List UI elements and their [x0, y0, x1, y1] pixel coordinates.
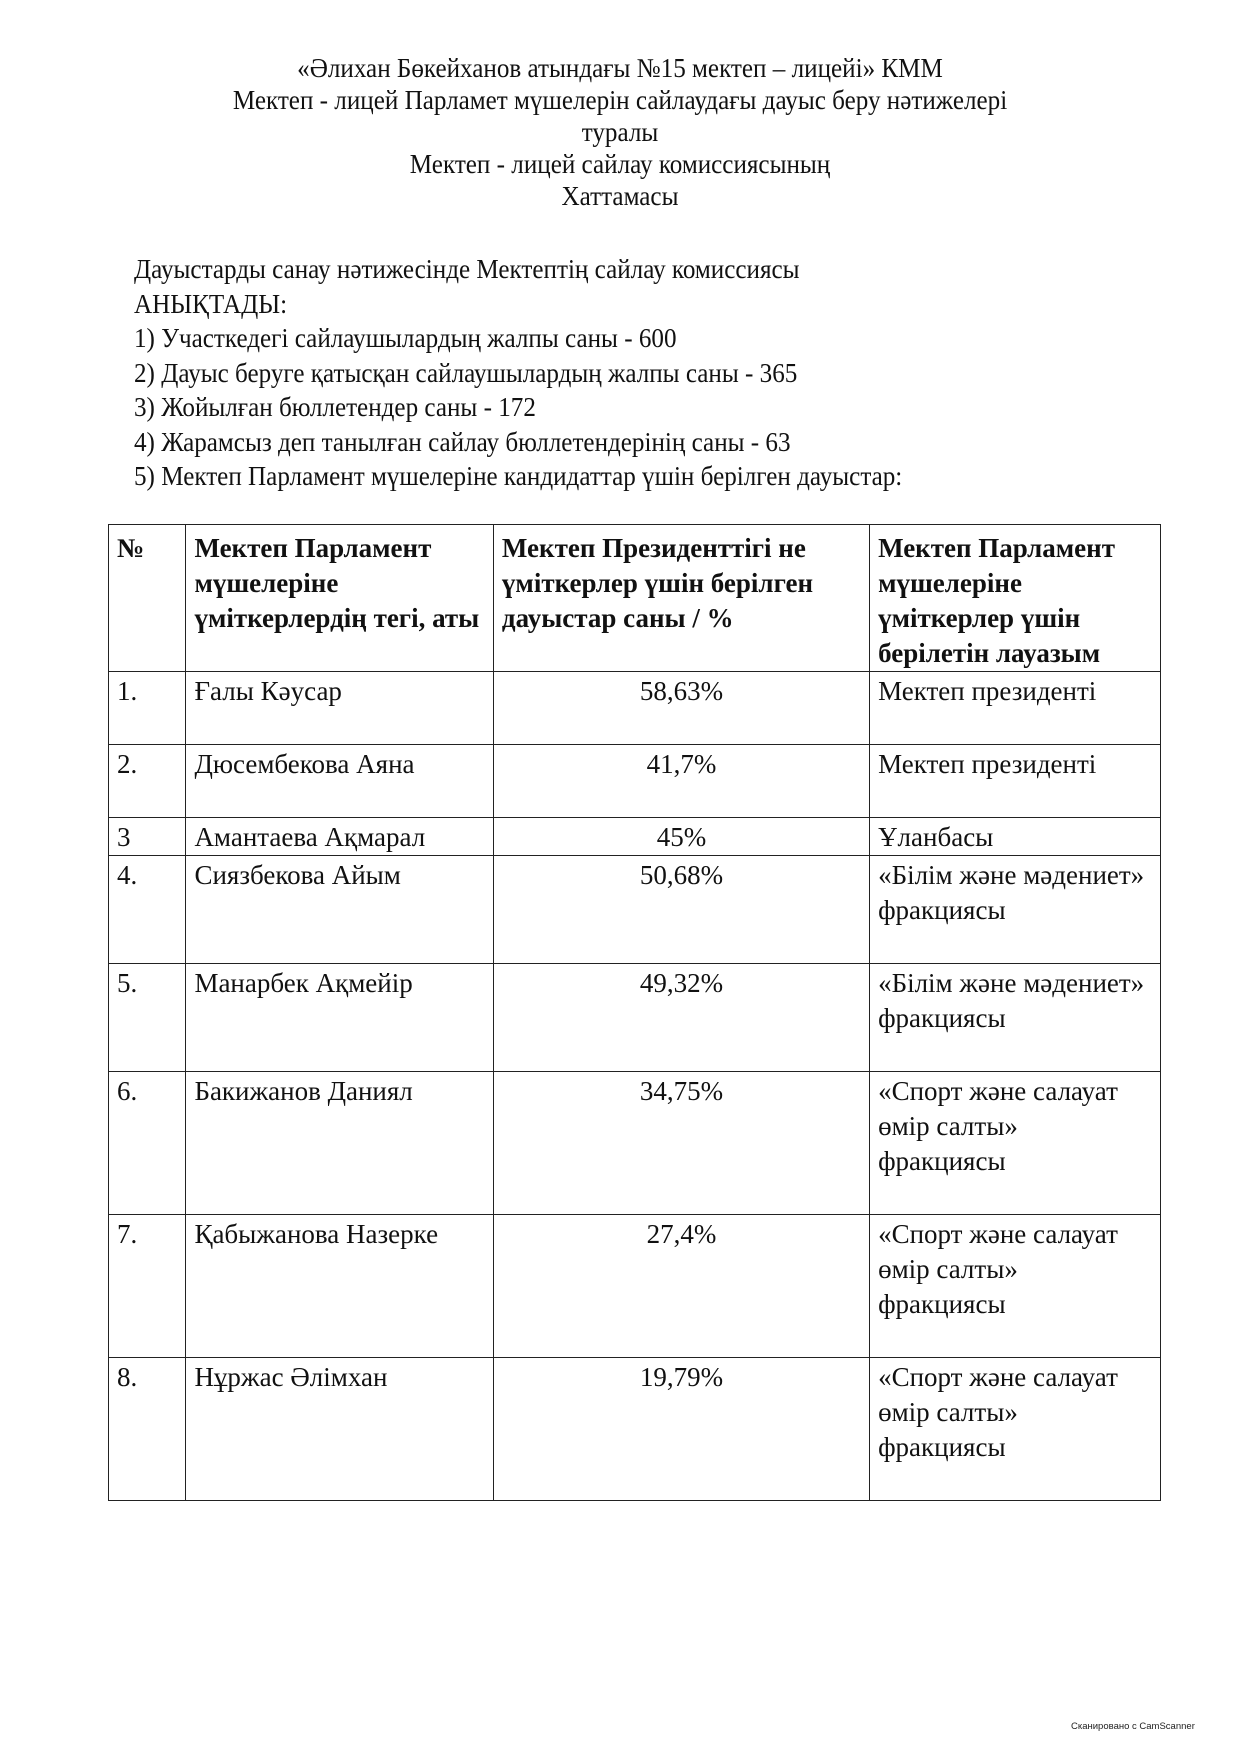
stat-item: 2) Дауыс беруге қатысқан сайлаушылардың жалпы саны - 365: [134, 357, 798, 388]
commission-name: Мектеп - лицей сайлау комиссиясының: [409, 149, 831, 179]
table-row: [109, 745, 1161, 818]
header-position: Мектеп Парламент мүшелеріне үміткерлер үшін берілетін лауазым: [870, 525, 1161, 672]
position: Мектеп президенті: [870, 745, 1161, 818]
table-row: [109, 818, 1161, 856]
candidate-name: Нұржас Әлімхан: [186, 1358, 493, 1501]
table-row: [109, 1215, 1161, 1358]
row-number: 2.: [109, 745, 186, 818]
protocol-subject: Мектеп - лицей Парламет мүшелерін сайлаудағы дауыс беру нәтижелері: [232, 85, 1008, 115]
position: «Спорт және салауат өмір салты» фракциясы: [870, 1358, 1161, 1501]
candidate-name: Дюсембекова Аяна: [186, 745, 493, 818]
vote-percent: 50,68%: [493, 856, 869, 964]
table-row: [109, 1358, 1161, 1501]
candidate-name: Амантаева Ақмарал: [186, 818, 493, 856]
table-header-row: [109, 525, 1161, 672]
intro-text: Дауыстарды санау нәтижесінде Мектептің сайлау комиссиясы: [134, 254, 800, 284]
header-number: №: [109, 525, 186, 672]
vote-percent: 27,4%: [493, 1215, 869, 1358]
table-row: [109, 672, 1161, 745]
vote-percent: 19,79%: [493, 1358, 869, 1501]
results-table: [108, 524, 1161, 1501]
table-row: [109, 1072, 1161, 1215]
row-number: 7.: [109, 1215, 186, 1358]
intro-determined: АНЫҚТАДЫ:: [134, 288, 288, 319]
header-candidate: Мектеп Парламент мүшелеріне үміткерлердің тегі, аты: [186, 525, 493, 672]
position: Ұланбасы: [870, 818, 1161, 856]
stat-item: 3) Жойылған бюллетендер саны - 172: [134, 392, 536, 422]
position: «Білім және мәдениет» фракциясы: [870, 964, 1161, 1072]
vote-percent: 34,75%: [493, 1072, 869, 1215]
scanner-watermark: Сканировано с CamScanner: [1071, 1721, 1195, 1732]
row-number: 5.: [109, 964, 186, 1072]
protocol-subject-cont: туралы: [581, 117, 659, 147]
candidate-name: Қабыжанова Назерке: [186, 1215, 493, 1358]
position: Мектеп президенті: [870, 672, 1161, 745]
vote-percent: 49,32%: [493, 964, 869, 1072]
stat-item: 1) Участкедегі сайлаушылардың жалпы саны - 600: [134, 323, 677, 353]
vote-percent: 58,63%: [493, 672, 869, 745]
table-row: [109, 964, 1161, 1072]
row-number: 3: [109, 818, 186, 856]
row-number: 6.: [109, 1072, 186, 1215]
stat-item: 4) Жарамсыз деп танылған сайлау бюллетендерінің саны - 63: [134, 426, 791, 457]
candidate-name: Манарбек Ақмейір: [186, 964, 493, 1072]
document-header: [43, 52, 1196, 212]
row-number: 4.: [109, 856, 186, 964]
candidate-name: Сиязбекова Айым: [186, 856, 493, 964]
candidate-name: Бакижанов Даниял: [186, 1072, 493, 1215]
vote-percent: 41,7%: [493, 745, 869, 818]
row-number: 1.: [109, 672, 186, 745]
stat-item: 5) Мектеп Парламент мүшелеріне кандидаттар үшін берілген дауыстар:: [134, 461, 903, 491]
intro-section: [134, 252, 1064, 494]
school-name: «Әлихан Бөкейханов атындағы №15 мектеп – лицейі» КММ: [297, 53, 943, 83]
position: «Спорт және салауат өмір салты» фракциясы: [870, 1072, 1161, 1215]
candidate-name: Ғалы Кәусар: [186, 672, 493, 745]
header-votes: Мектеп Президенттігі не үміткерлер үшін берілген дауыстар саны / %: [493, 525, 869, 672]
document-title: Хаттамасы: [561, 181, 679, 211]
table-row: [109, 856, 1161, 964]
vote-percent: 45%: [493, 818, 869, 856]
position: «Білім және мәдениет» фракциясы: [870, 856, 1161, 964]
position: «Спорт және салауат өмір салты» фракциясы: [870, 1215, 1161, 1358]
row-number: 8.: [109, 1358, 186, 1501]
